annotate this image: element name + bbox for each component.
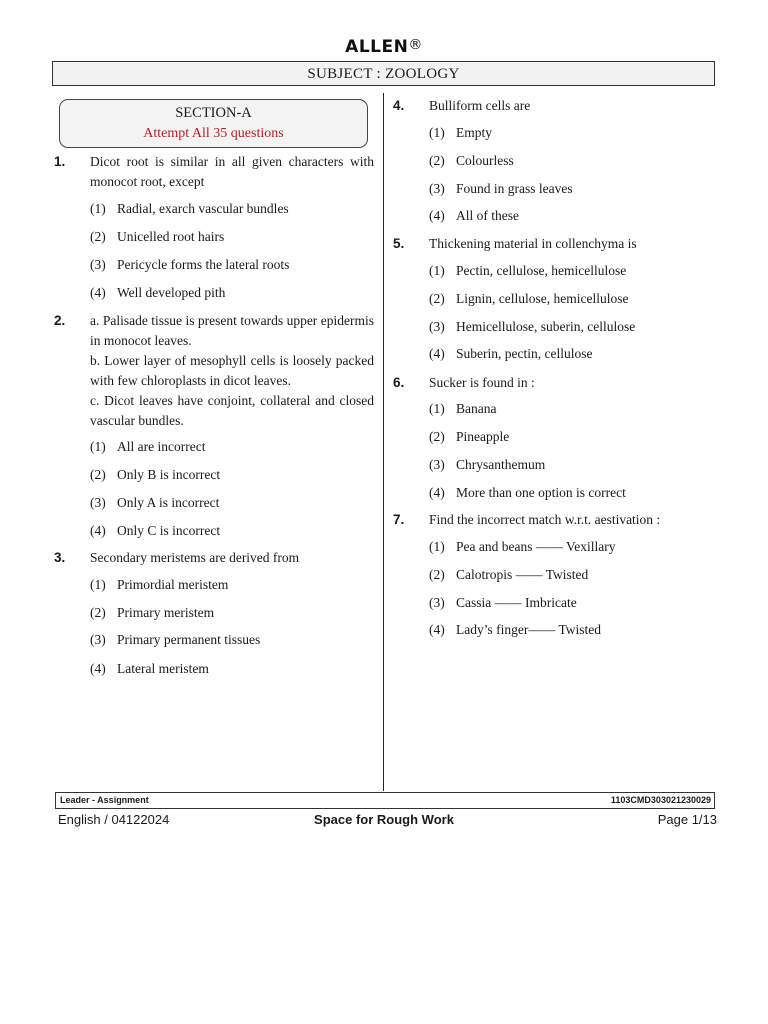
option [90,199,289,219]
option-label: (3) [429,457,445,472]
option [429,593,577,613]
section-subtitle: Attempt All 35 questions [143,126,284,141]
option [429,455,545,475]
option-text: Lady’s finger—— Twisted [456,622,602,637]
question-3 [54,548,374,676]
statement-b: b. Lower layer of mesophyll cells is loosely packed with few chloroplasts in dicot leaves. [90,353,374,388]
subject-bar: SUBJECT : ZOOLOGY [52,61,715,86]
option-label: (4) [90,523,106,538]
question-6 [393,373,703,500]
option-label: (1) [90,577,106,592]
option-label: (3) [90,632,106,647]
question-number: 1. [54,154,66,169]
option-label: (1) [90,201,106,216]
option-text: Only A is incorrect [117,495,220,510]
option [90,465,220,485]
footer-page-number: Page 1/13 [657,812,717,827]
option-text: Lignin, cellulose, hemicellulose [456,291,629,306]
option-text: Colourless [456,153,514,168]
option [90,521,220,541]
option [429,289,628,309]
question-text: Bulliform cells are [429,98,531,113]
question-number: 7. [393,512,405,527]
question-number: 4. [393,98,405,113]
option-text: Pea and beans —— Vexillary [456,539,616,554]
option-label: (2) [90,467,106,482]
question-number: 5. [393,236,405,251]
option-label: (2) [429,153,445,168]
question-text: Dicot root is similar in all given characters with monocot root, except [90,154,374,189]
option [429,317,635,337]
question-number: 6. [393,375,405,390]
statement-a: a. Palisade tissue is present towards upper epidermis in monocot leaves. [90,313,374,348]
option [90,255,289,275]
option [429,537,615,557]
option-label: (2) [429,567,445,582]
option-text: All of these [456,208,519,223]
option-label: (4) [429,485,445,500]
option-text: Empty [456,125,492,140]
question-2 [54,311,374,538]
footer-left-label: Leader - Assignment [60,795,149,805]
question-number: 2. [54,313,66,328]
question-5 [393,234,703,361]
footer-bar [55,792,715,809]
option-label: (4) [429,208,445,223]
option [90,575,228,595]
option-text: Banana [456,401,497,416]
question-text: Sucker is found in : [429,375,535,390]
option [429,427,509,447]
option-label: (3) [429,319,445,334]
option-label: (2) [90,605,106,620]
question-text: Find the incorrect match w.r.t. aestivation : [429,512,661,527]
question-4 [393,96,703,223]
option-label: (3) [90,495,106,510]
option-text: Cassia —— Imbricate [456,595,577,610]
option-label: (4) [90,661,106,676]
section-title: SECTION-A [175,105,252,121]
option-text: Suberin, pectin, cellulose [456,346,593,361]
option-label: (1) [429,263,445,278]
column-divider [383,93,384,791]
option-text: Primary permanent tissues [117,632,261,647]
option [429,151,514,171]
option-label: (1) [429,401,445,416]
paper-code: 1103CMD303021230029 [610,795,711,805]
allen-logo: ALLEN® [345,37,423,57]
option [429,483,626,503]
option-text: Unicelled root hairs [117,229,225,244]
option [90,493,219,513]
option [90,437,205,457]
option [429,261,626,281]
option-text: Radial, exarch vascular bundles [117,201,289,216]
option [429,620,601,640]
option [90,603,214,623]
option-text: Found in grass leaves [456,181,573,196]
option [429,206,519,226]
option-label: (2) [90,229,106,244]
option-text: Primary meristem [117,605,215,620]
option-text: More than one option is correct [456,485,626,500]
option-text: Pectin, cellulose, hemicellulose [456,263,627,278]
option [90,227,224,247]
option-text: Well developed pith [117,285,226,300]
option-label: (4) [429,622,445,637]
option-text: Only C is incorrect [117,523,221,538]
option-text: Calotropis —— Twisted [456,567,589,582]
option-label: (3) [429,595,445,610]
option-text: Chrysanthemum [456,457,546,472]
option-label: (1) [90,439,106,454]
footer-rough-work: Space for Rough Work [314,812,454,827]
option-label: (1) [429,539,445,554]
option-label: (3) [90,257,106,272]
question-1 [54,152,374,300]
option-label: (2) [429,429,445,444]
question-text: Secondary meristems are derived from [90,550,300,565]
section-box [59,99,368,148]
question-text: Thickening material in collenchyma is [429,236,637,251]
question-number: 3. [54,550,66,565]
option-text: Primordial meristem [117,577,229,592]
statement-c: c. Dicot leaves have conjoint, collateral and closed vascular bundles. [90,393,374,428]
option-text: Pericycle forms the lateral roots [117,257,290,272]
option-text: Hemicellulose, suberin, cellulose [456,319,636,334]
option-label: (2) [429,291,445,306]
option [429,399,496,419]
option [429,565,588,585]
option-text: All are incorrect [117,439,206,454]
option [429,123,492,143]
option [90,630,260,650]
option [90,659,209,679]
option-label: (1) [429,125,445,140]
option [90,283,225,303]
question-7 [393,510,703,637]
option-text: Only B is incorrect [117,467,221,482]
option-label: (4) [90,285,106,300]
option-label: (4) [429,346,445,361]
question-text [90,311,374,431]
option-text: Pineapple [456,429,510,444]
registered-mark: ® [408,37,423,53]
option [429,344,592,364]
option-label: (3) [429,181,445,196]
footer-language-date: English / 04122024 [58,812,170,827]
option-text: Lateral meristem [117,661,209,676]
option [429,179,573,199]
